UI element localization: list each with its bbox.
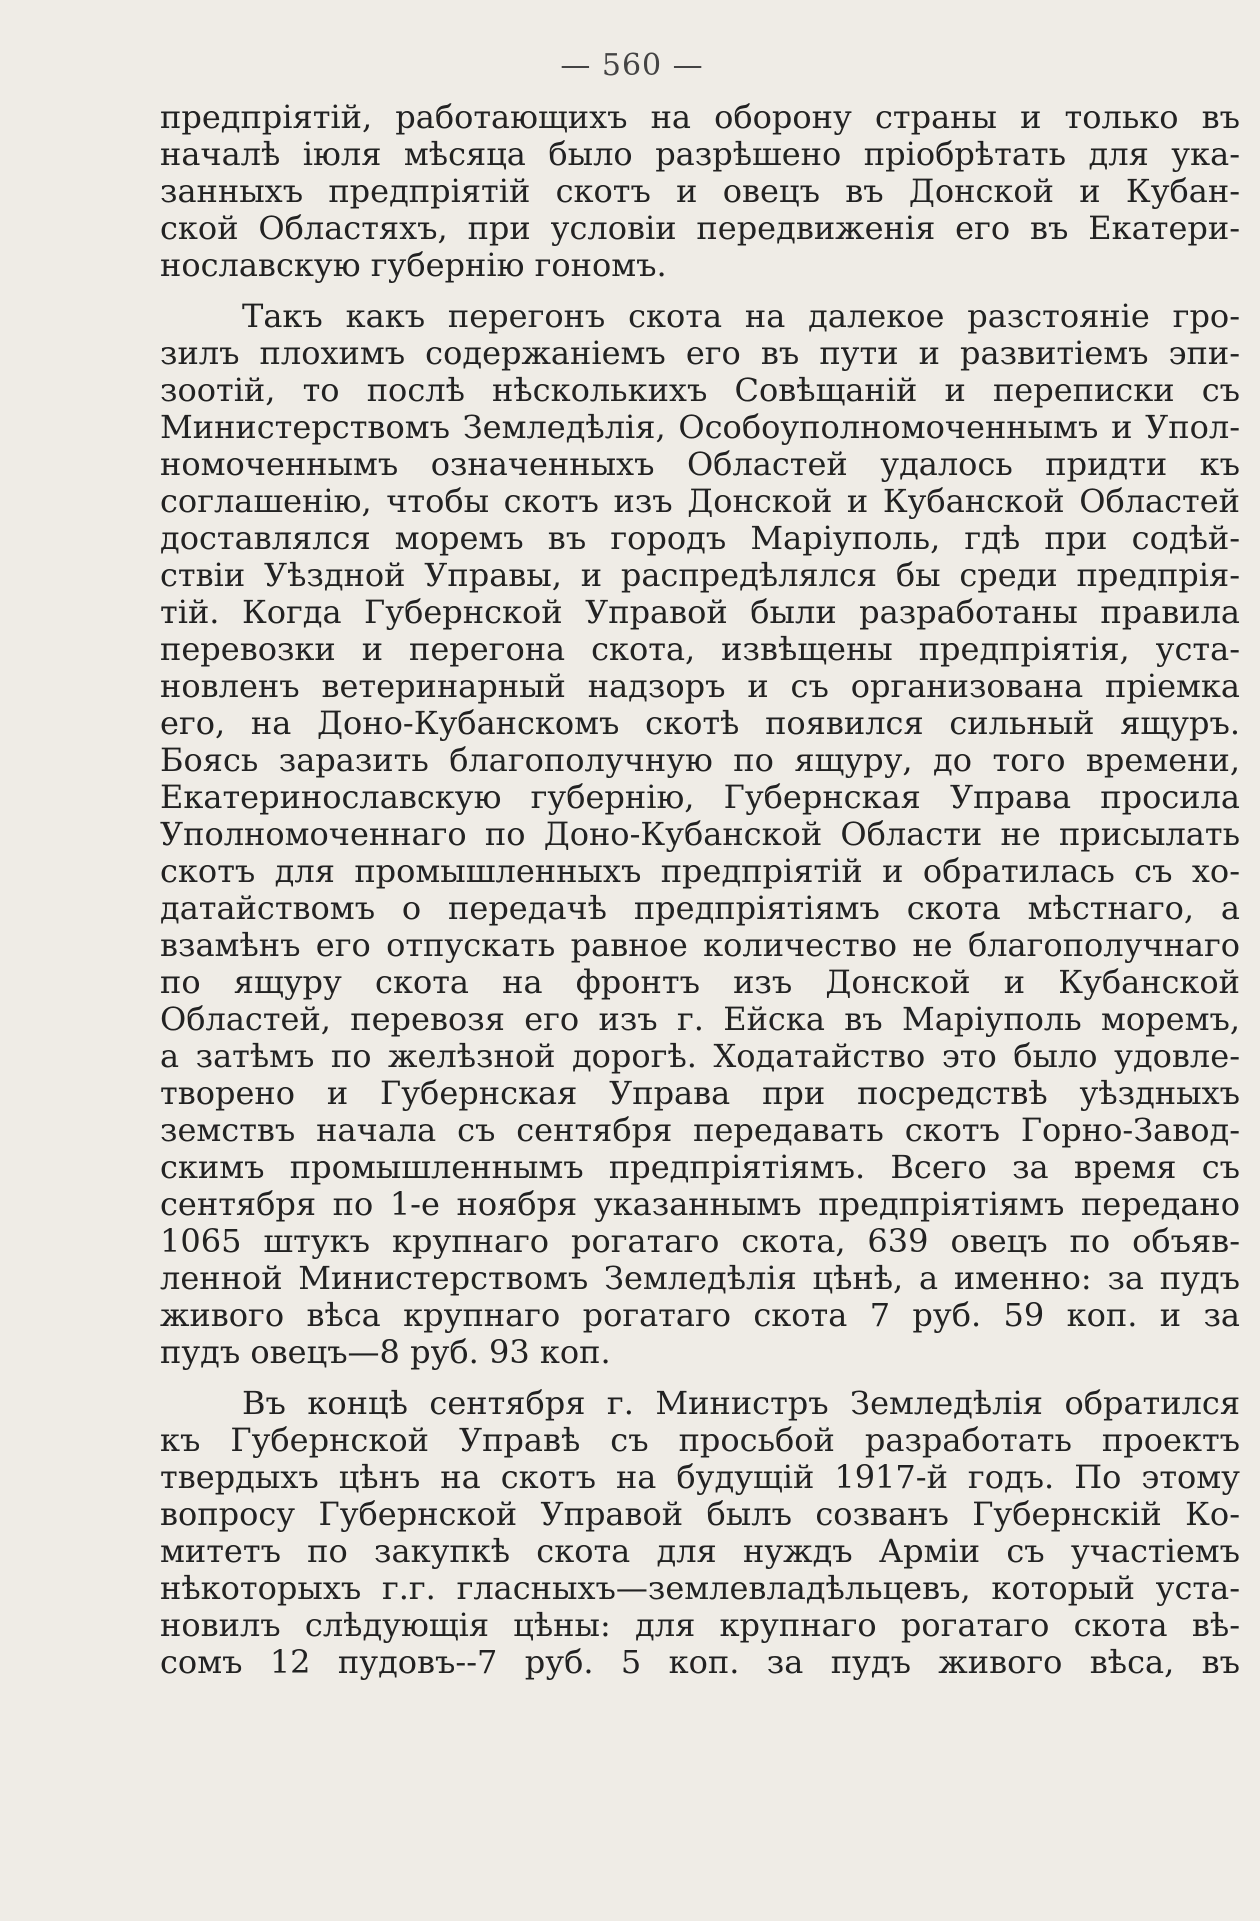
paragraph — [160, 298, 1240, 1371]
text-line: занныхъ предпріятій скотъ и овецъ въ Донской и Кубан- — [160, 173, 1240, 210]
text-line: началѣ іюля мѣсяца было разрѣшено пріобрѣтать для ука- — [160, 136, 1240, 173]
text-line: а затѣмъ по желѣзной дорогѣ. Ходатайство это было удовле- — [160, 1038, 1240, 1075]
text-line: земствъ начала съ сентября передавать скотъ Горно-Завод- — [160, 1112, 1240, 1149]
text-line: скимъ промышленнымъ предпріятіямъ. Всего за время съ — [160, 1149, 1240, 1186]
text-line: новленъ ветеринарный надзоръ и съ организована пріемка — [160, 668, 1240, 705]
text-line: ствіи Уѣздной Управы, и распредѣлялся бы среди предпрія- — [160, 557, 1240, 594]
text-line: Такъ какъ перегонъ скота на далекое разстояніе гро- — [242, 298, 1240, 335]
text-line: вопросу Губернской Управой былъ созванъ Губернскій Ко- — [160, 1496, 1240, 1533]
text-line: сентября по 1-е ноября указаннымъ предпріятіямъ передано — [160, 1186, 1240, 1223]
text-line: его, на Доно-Кубанскомъ скотѣ появился сильный ящуръ. — [160, 705, 1240, 742]
text-line: Областей, перевозя его изъ г. Ейска въ Маріуполь моремъ, — [160, 1001, 1240, 1038]
text-line: взамѣнъ его отпускать равное количество не благополучнаго — [160, 927, 1240, 964]
text-line: доставлялся моремъ въ городъ Маріуполь, гдѣ при содѣй- — [160, 520, 1240, 557]
text-line: Боясь заразить благополучную по ящуру, до того времени, — [160, 742, 1240, 779]
page-number: — 560 — — [560, 48, 704, 83]
text-line: Въ концѣ сентября г. Министръ Земледѣлія обратился — [242, 1385, 1240, 1422]
body-text — [160, 99, 1240, 1681]
text-line: перевозки и перегона скота, извѣщены предпріятія, уста- — [160, 631, 1240, 668]
text-line: зоотій, то послѣ нѣсколькихъ Совѣщаній и переписки съ — [160, 372, 1240, 409]
text-line: ленной Министерствомъ Земледѣлія цѣнѣ, а именно: за пудъ — [160, 1260, 1240, 1297]
text-line: зилъ плохимъ содержаніемъ его въ пути и развитіемъ эпи- — [160, 335, 1240, 372]
text-line: тій. Когда Губернской Управой были разработаны правила — [160, 594, 1240, 631]
text-line: скотъ для промышленныхъ предпріятій и обратилась съ хо- — [160, 853, 1240, 890]
text-line: живого вѣса крупнаго рогатаго скота 7 руб. 59 коп. и за — [160, 1297, 1240, 1334]
text-line: Екатеринославскую губернію, Губернская Управа просила — [160, 779, 1240, 816]
text-line: 1065 штукъ крупнаго рогатаго скота, 639 овецъ по объяв- — [160, 1223, 1240, 1260]
text-line: Уполномоченнаго по Доно-Кубанской Области не присылать — [160, 816, 1240, 853]
text-line: митетъ по закупкѣ скота для нуждъ Арміи съ участіемъ — [160, 1533, 1240, 1570]
text-line: по ящуру скота на фронтъ изъ Донской и Кубанской — [160, 964, 1240, 1001]
text-line: творено и Губернская Управа при посредствѣ уѣздныхъ — [160, 1075, 1240, 1112]
text-line: пудъ овецъ—8 руб. 93 коп. — [160, 1334, 611, 1371]
text-line: ской Областяхъ, при условіи передвиженія его въ Екатери- — [160, 210, 1240, 247]
text-line: номоченнымъ означенныхъ Областей удалось придти къ — [160, 446, 1240, 483]
text-line: Министерствомъ Земледѣлія, Особоуполномоченнымъ и Упол- — [160, 409, 1240, 446]
text-line: къ Губернской Управѣ съ просьбой разработать проектъ — [160, 1422, 1240, 1459]
text-line: нѣкоторыхъ г.г. гласныхъ—землевладѣльцевъ, который уста- — [160, 1570, 1240, 1607]
text-line: соглашенію, чтобы скотъ изъ Донской и Кубанской Областей — [160, 483, 1240, 520]
text-line: сомъ 12 пудовъ--7 руб. 5 коп. за пудъ живого вѣса, въ — [160, 1644, 1240, 1681]
text-line: предпріятій, работающихъ на оборону страны и только въ — [160, 99, 1240, 136]
paragraph — [160, 1385, 1240, 1681]
text-line: твердыхъ цѣнъ на скотъ на будущій 1917-й годъ. По этому — [160, 1459, 1240, 1496]
text-line: датайствомъ о передачѣ предпріятіямъ скота мѣстнаго, а — [160, 890, 1240, 927]
text-line: нославскую губернію гономъ. — [160, 247, 667, 284]
text-line: новилъ слѣдующія цѣны: для крупнаго рогатаго скота вѣ- — [160, 1607, 1240, 1644]
paragraph — [160, 99, 1240, 284]
